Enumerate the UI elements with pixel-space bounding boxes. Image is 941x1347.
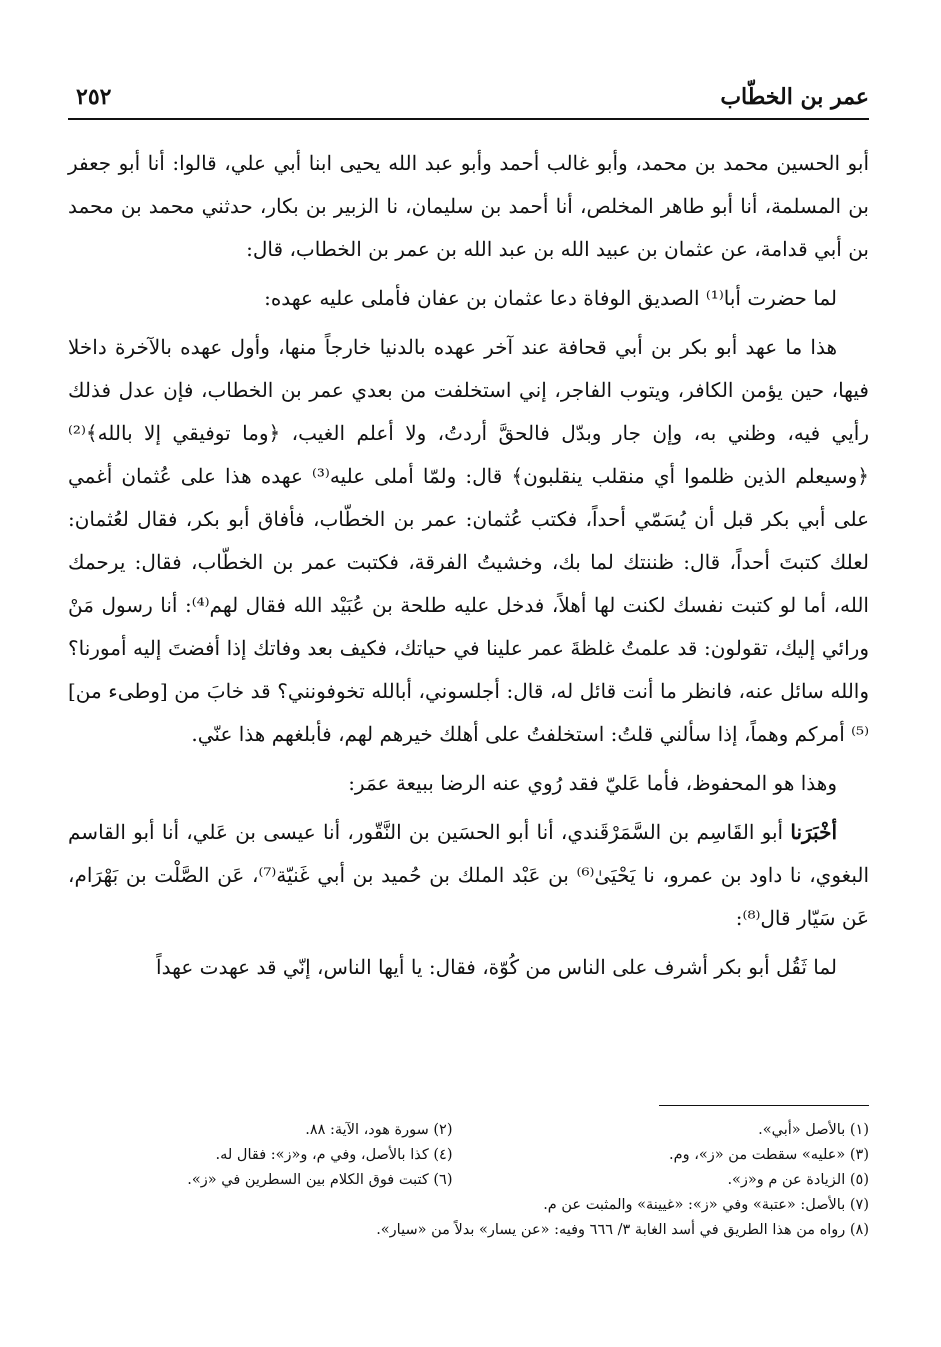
footnote-8: (٨) رواه من هذا الطريق في أسد الغابة ٣/ ٦٦٦ وفيه: «عن يسار» بدلاً من «سيار». (376, 1222, 869, 1238)
footnote-row (68, 1143, 869, 1168)
paragraph-narration-intro: لما حضرت أبا⁽¹⁾ الصديق الوفاة دعا عثمان بن عفان فأملى عليه عهده: (264, 286, 837, 310)
footnote-6: (٦) كتبت فوق الكلام بين السطرين في «ز». (187, 1172, 453, 1188)
footnote-row (68, 1118, 869, 1143)
paragraph-narration-2: لما ثَقُل أبو بكر أشرف على الناس من كُوّة، فقال: يا أيها الناس، إنّي قد عهدت عهداً (156, 955, 837, 979)
footnote-1: (١) بالأصل «أبي». (758, 1122, 869, 1138)
page-header (68, 78, 869, 120)
footnote-row (68, 1168, 869, 1193)
paragraph-covenant-text: هذا ما عهد أبو بكر بن أبي قحافة عند آخر عهده بالدنيا خارجاً منها، وأول عهده بالآخرة داخلا فيها، حين يؤمن الكافر، ويتوب الفاجر، إني استخلفت من بعدي عمر بن الخطاب، فإن عدل فذلك رأيي فيه، وظني به، وإن جار وبدّل فالحقَّ أردتُ، ولا أعلم الغيب، ﴿وما توفيقي إلا بالله﴾⁽²⁾ ﴿وسيعلم الذين ظلموا أي منقلب ينقلبون﴾ قال: ولمّا أملى عليه⁽³⁾ عهده هذا على عُثمان أغمي على أبي بكر قبل أن يُسَمّي أحداً، فكتب عُثمان: عمر بن الخطّاب، فأفاق أبو بكر، فقال لعُثمان: لعلك كتبتَ أحداً، قال: ظننتك لما بك، وخشيتُ الفرقة، فكتبت عمر بن الخطّاب، فقال: يرحمك الله، أما لو كتبت نفسك لكنت لها أهلاً، فدخل عليه طلحة بن عُبَيْد الله فقال لهم⁽⁴⁾: أنا رسول مَنْ ورائي إليك، تقولون: قد علمتُ غلظةَ عمر علينا في حياتك، فكيف بعد وفاتك إذا أفضتَ إليه أمورنا؟ والله سائل عنه، فانظر ما أنت قائل له، قال: أجلسوني، أبالله تخوفونني؟ قد خابَ من [وطىء من]⁽⁵⁾ أمركم وهماً، إذا سألني قلتُ: استخلفتُ على أهلك خيرهم لهم، فأبلغهم هذا عنّي. (68, 335, 869, 746)
main-text (68, 142, 869, 995)
footnote-5: (٥) الزيادة عن م و«ز». (727, 1172, 869, 1188)
akhbarana-lead: أخْبَرَنا (790, 820, 837, 844)
isnad-2-text: أبو القَاسِم بن السَّمَرْقَندي، أنا أبو الحسَين بن النَّقّور، أنا عيسى بن عَلي، أنا أبو القاسم البغوي، نا داود بن عمرو، نا يَحْيَىٰ⁽⁶⁾ بن عَبْد الملك بن حُميد بن أبي غَنيّة⁽⁷⁾، عَن الصَّلْت بن بَهْرَام، عَن سَيّار قال⁽⁸⁾: (68, 820, 869, 930)
page-number: ٢٥٢ (76, 84, 112, 110)
footnote-2: (٢) سورة هود، الآية: ٨٨. (305, 1122, 453, 1138)
footnote-separator (659, 1105, 869, 1106)
footnotes (68, 1118, 869, 1243)
running-title: عمر بن الخطّاب (720, 84, 869, 110)
paragraph-isnad-2 (68, 811, 869, 940)
footnote-3: (٣) «عليه» سقطت من «ز»، وم. (669, 1147, 869, 1163)
paragraph-transition: وهذا هو المحفوظ، فأما عَليّ فقد رُوي عنه الرضا ببيعة عمَر: (348, 771, 837, 795)
footnote-7: (٧) بالأصل: «عتبة» وفي «ز»: «غيينة» والمثبت عن م. (543, 1197, 869, 1213)
footnote-4: (٤) كذا بالأصل، وفي م، و«ز»: فقال له. (215, 1147, 453, 1163)
paragraph-isnad-1: أبو الحسين محمد بن محمد، وأبو غالب أحمد وأبو عبد الله يحيى ابنا أبي علي، قالوا: أنا أبو جعفر بن المسلمة، أنا أبو طاهر المخلص، أنا أحمد بن سليمان، نا الزبير بن بكار، حدثني محمد بن محمد بن أبي قدامة، عن عثمان بن عبيد الله بن عبد الله بن عمر بن الخطاب، قال: (68, 151, 869, 261)
